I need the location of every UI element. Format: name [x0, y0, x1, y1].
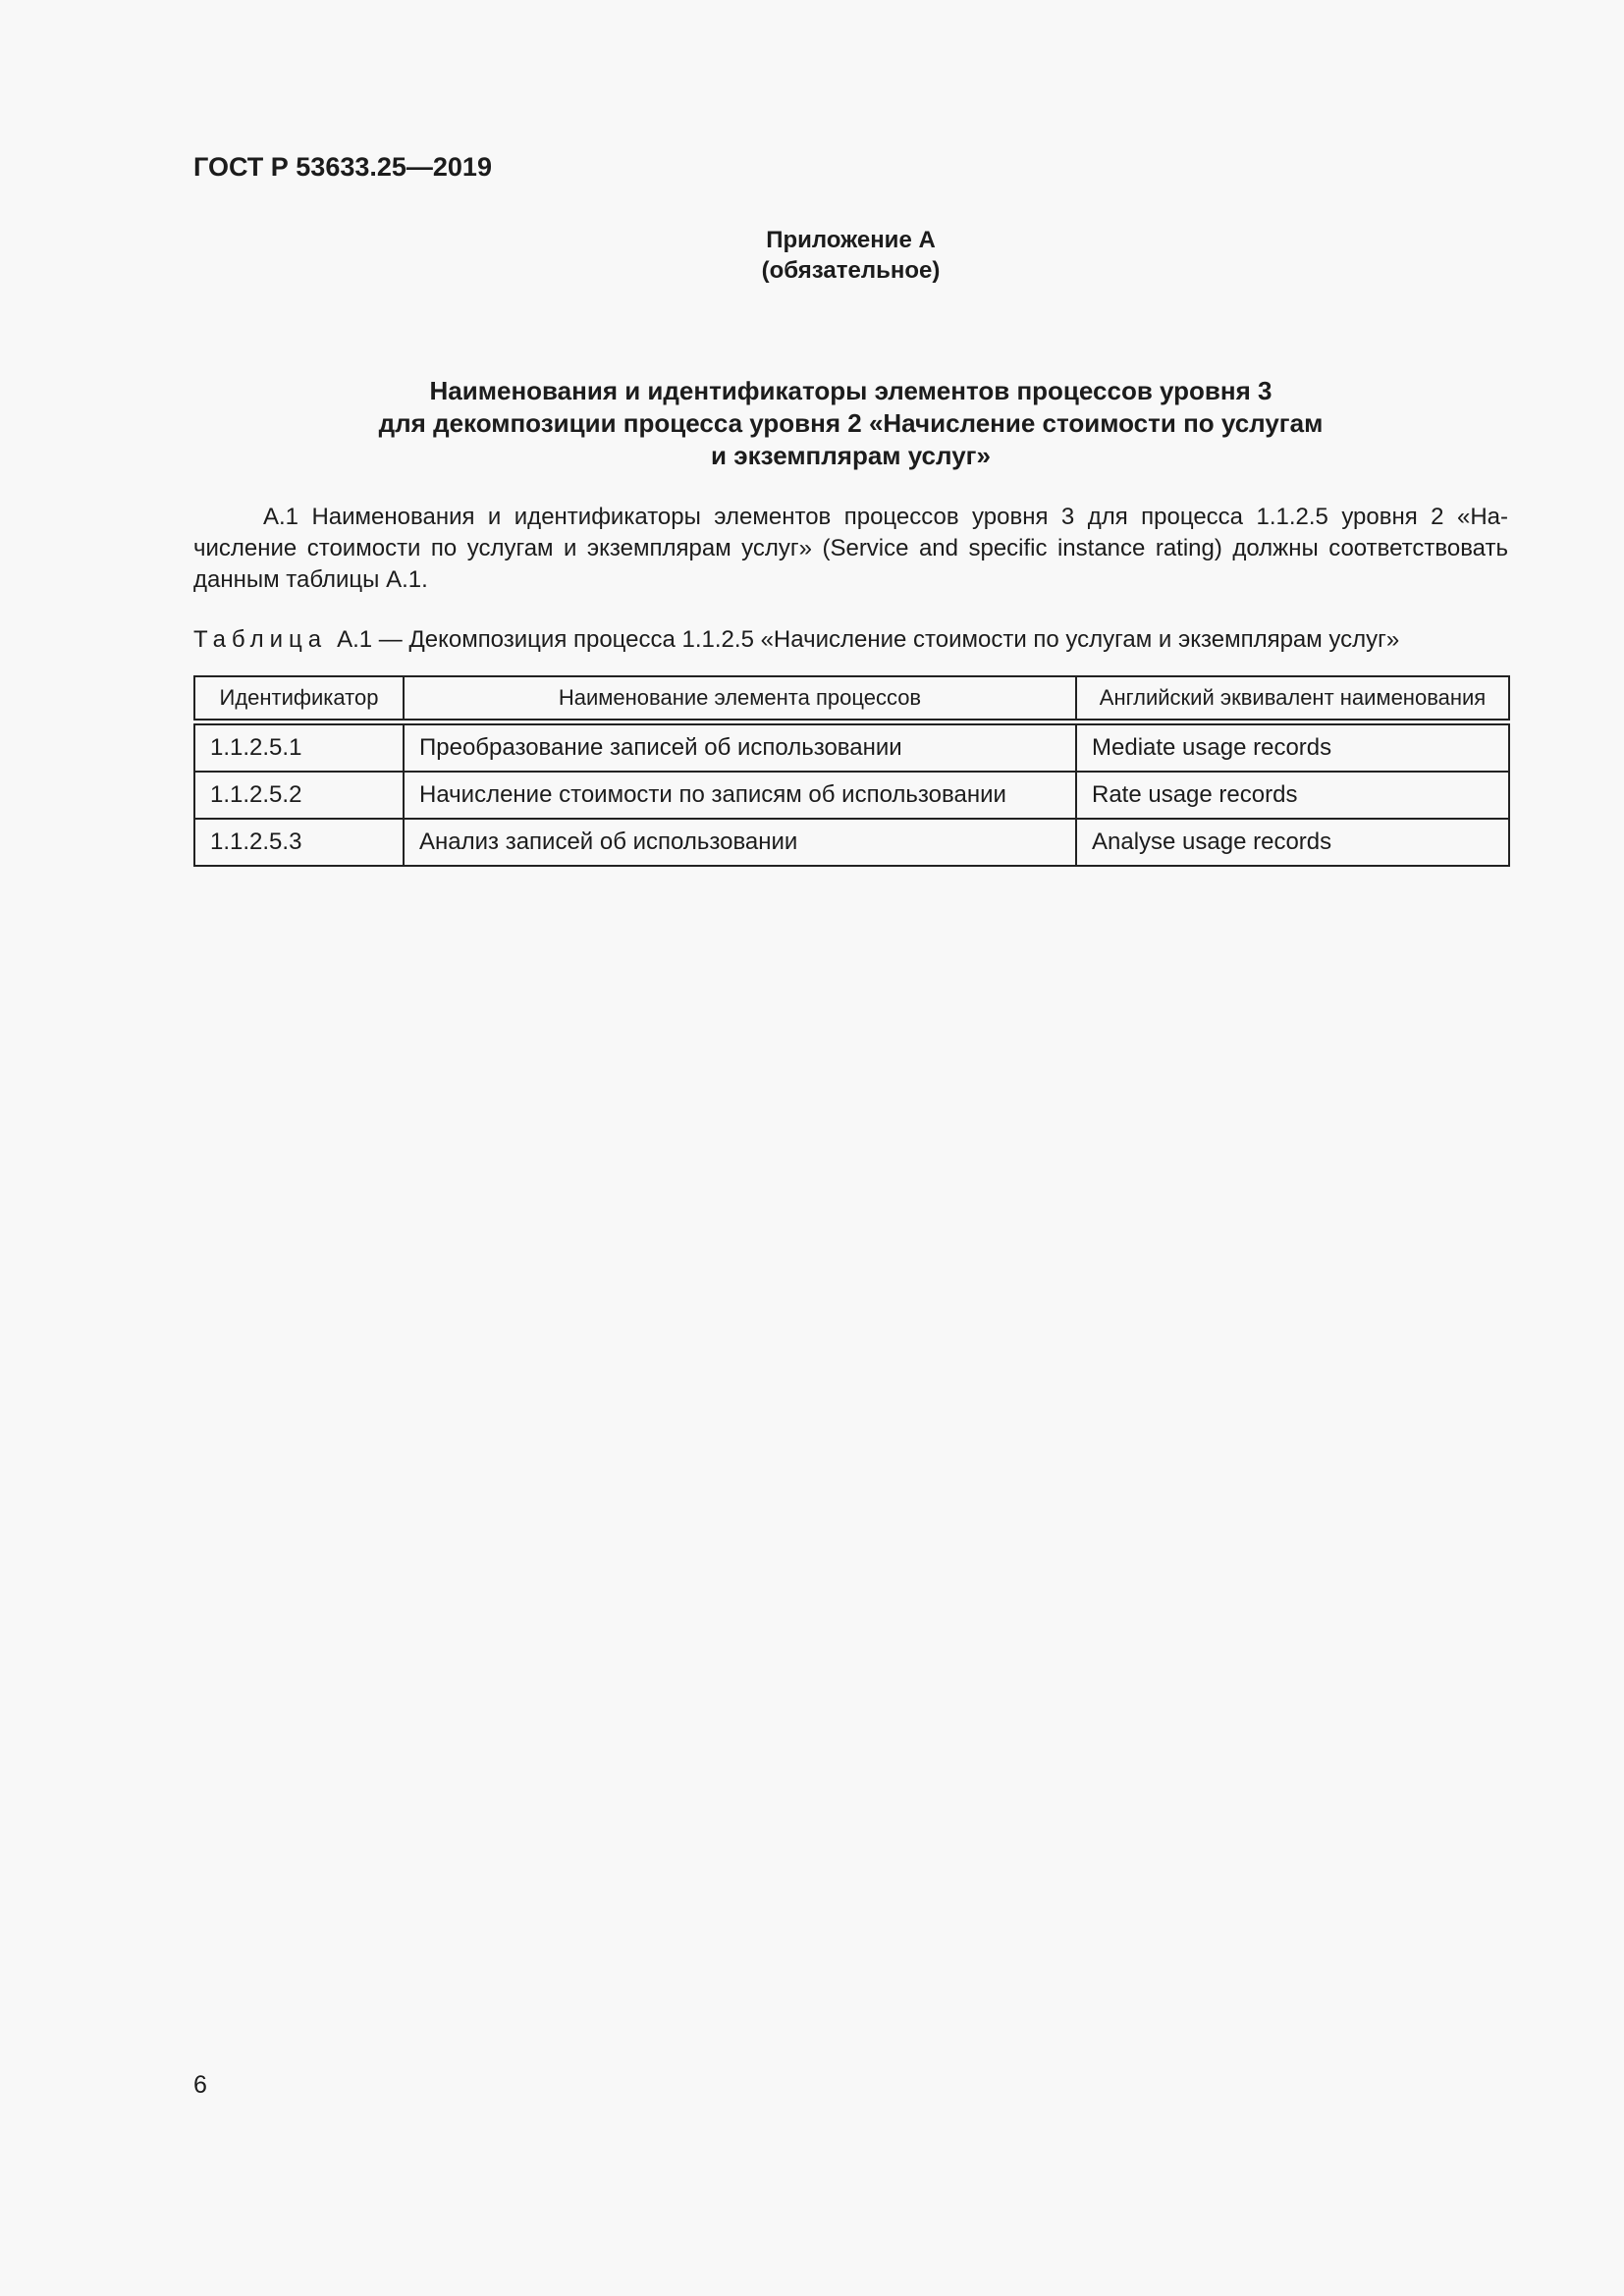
section-title-line: и экземплярам услуг» — [711, 441, 991, 470]
table-caption — [193, 624, 1399, 656]
section-title-line: для декомпозиции процесса уровня 2 «Начисление стоимости по услугам — [378, 408, 1324, 438]
paragraph-line: А.1 Наименования и идентификаторы элементов процессов уровня 3 для процесса 1.1.2.5 уровня 2 «На- — [263, 504, 1508, 530]
paragraph-line: числение стоимости по услугам и экземплярам услуг» (Service and specific instance rating) должны соответствовать — [193, 535, 1508, 561]
paragraph-line: данным таблицы А.1. — [193, 566, 428, 593]
annex-heading — [193, 225, 1508, 286]
table-cell-element-name: Преобразование записей об использовании — [404, 722, 1076, 773]
table-cell-element-name: Анализ записей об использовании — [404, 819, 1076, 866]
table-row — [194, 772, 1509, 819]
process-decomposition-table — [193, 675, 1510, 867]
table-cell-identifier: 1.1.2.5.3 — [194, 819, 404, 866]
annex-status: (обязательное) — [761, 257, 941, 284]
table-row — [194, 819, 1509, 866]
table-cell-english-name: Mediate usage records — [1076, 722, 1509, 773]
table-cell-element-name: Начисление стоимости по записям об использовании — [404, 772, 1076, 819]
column-header-element-name: Наименование элемента процессов — [404, 676, 1076, 722]
annex-title: Приложение А — [766, 227, 936, 253]
page-number: 6 — [193, 2071, 207, 2099]
column-header-english-name: Английский эквивалент наименования — [1076, 676, 1509, 722]
table-cell-english-name: Analyse usage records — [1076, 819, 1509, 866]
table-header — [194, 676, 1509, 722]
body-paragraph — [193, 502, 1508, 596]
table-header-row — [194, 676, 1509, 722]
column-header-identifier: Идентификатор — [194, 676, 404, 722]
section-title — [193, 375, 1508, 472]
table-caption-label: Таблица — [193, 626, 328, 653]
table-cell-identifier: 1.1.2.5.1 — [194, 722, 404, 773]
table-cell-identifier: 1.1.2.5.2 — [194, 772, 404, 819]
table-row — [194, 722, 1509, 773]
table-body — [194, 722, 1509, 867]
table-caption-text: А.1 — Декомпозиция процесса 1.1.2.5 «Начисление стоимости по услугам и экземплярам услуг» — [337, 626, 1400, 653]
table-cell-english-name: Rate usage records — [1076, 772, 1509, 819]
section-title-line: Наименования и идентификаторы элементов процессов уровня 3 — [429, 376, 1272, 405]
document-number-header: ГОСТ Р 53633.25—2019 — [193, 152, 492, 182]
